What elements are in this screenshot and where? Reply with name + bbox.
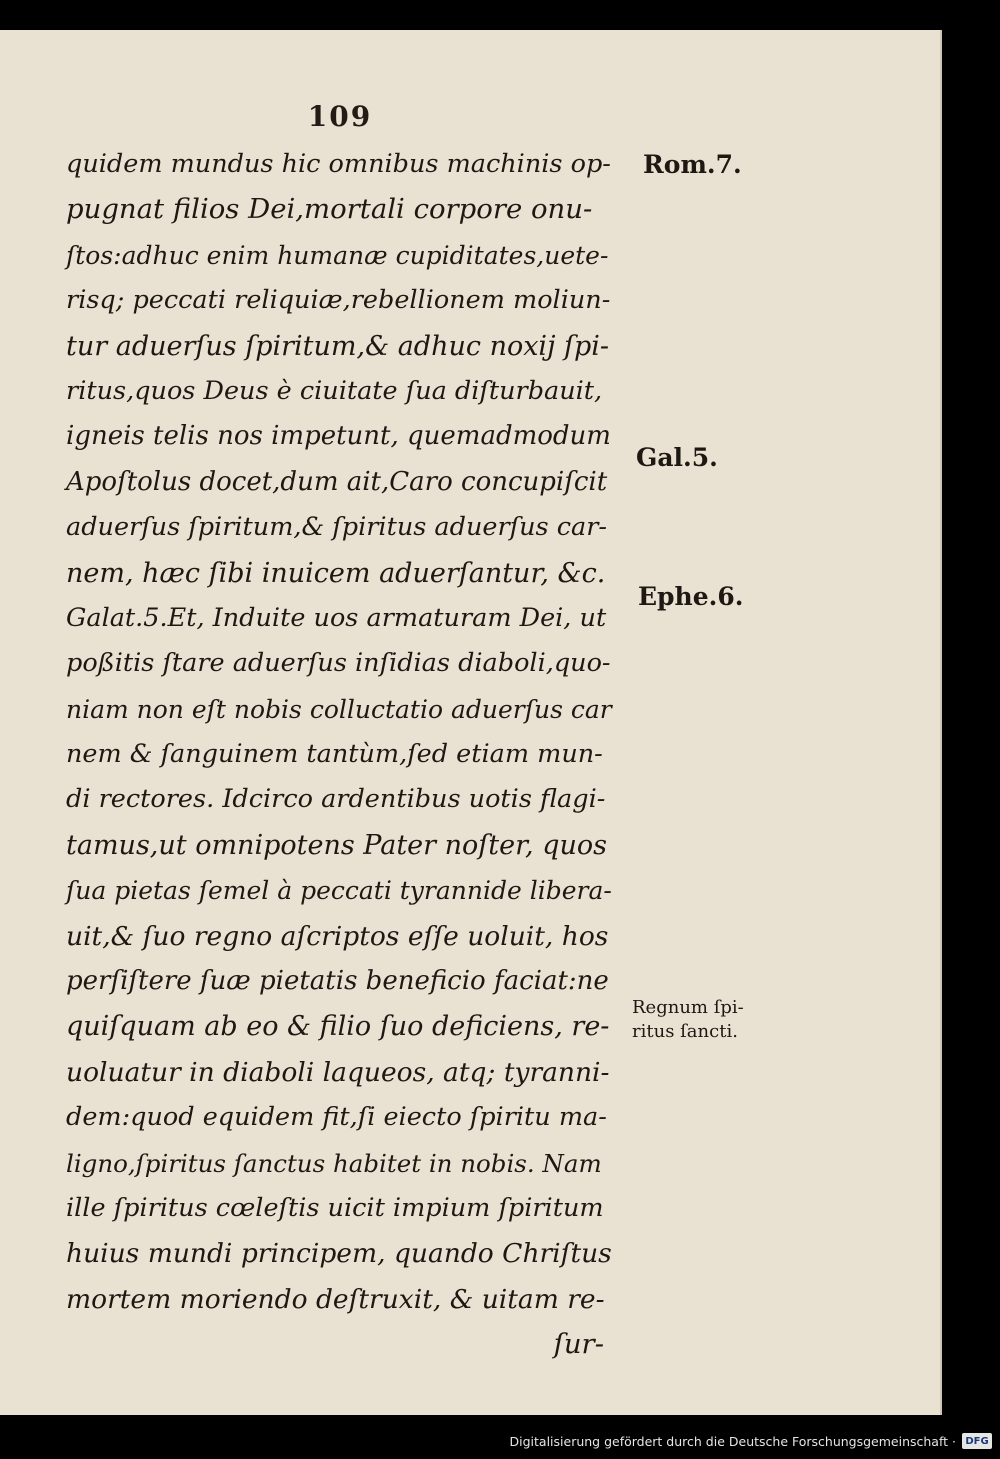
text-line: tur aduerſus ſpiritum,& adhuc noxij ſpi- bbox=[66, 330, 610, 362]
text-line: quiſquam ab eo & filio ſuo deficiens, re- bbox=[66, 1011, 610, 1043]
dfg-logo-icon: DFG bbox=[962, 1433, 992, 1449]
text-line: uit,& ſuo regno aſcriptos eſſe uoluit, hos bbox=[66, 920, 609, 952]
text-line: ſua pietas ſemel à peccati tyrannide libera- bbox=[66, 876, 612, 906]
text-line: pugnat filios Dei,mortali corpore onu- bbox=[66, 193, 593, 226]
text-line: ſur- bbox=[553, 1328, 604, 1361]
text-line: aduerſus ſpiritum,& ſpiritus aduerſus car- bbox=[66, 512, 608, 543]
margin-note-regnum-line1: Regnum ſpi- bbox=[632, 997, 744, 1018]
text-line: dem:quod equidem fit,ſi eiecto ſpiritu ma- bbox=[66, 1102, 607, 1133]
text-line: huius mundi principem, quando Chriſtus bbox=[66, 1238, 612, 1270]
footer-credit bbox=[510, 1429, 1000, 1453]
text-line: ritus,quos Deus è ciuitate ſua diſturbauit, bbox=[66, 375, 603, 406]
body-text bbox=[66, 142, 612, 1368]
text-line: niam non eſt nobis colluctatio aduerſus car bbox=[66, 694, 612, 724]
margin-note-regnum bbox=[632, 996, 802, 1044]
text-line: mortem moriendo deſtruxit, & uitam re- bbox=[66, 1283, 605, 1315]
text-line: nem & ſanguinem tantùm,ſed etiam mun- bbox=[66, 739, 603, 770]
text-line: di rectores. Idcirco ardentibus uotis flagi- bbox=[66, 784, 606, 815]
footer-credit-text: Digitalisierung gefördert durch die Deutsche Forschungsgemeinschaft · bbox=[509, 1433, 956, 1449]
text-line: ſtos:adhuc enim humanæ cupiditates,uete- bbox=[66, 240, 609, 270]
text-line: ligno,ſpiritus ſanctus habitet in nobis. Nam bbox=[66, 1148, 602, 1178]
text-line: poßitis ſtare aduerſus inſidias diaboli,quo- bbox=[66, 648, 611, 679]
text-line: Galat.5.Et, Induite uos armaturam Dei, ut bbox=[66, 602, 607, 633]
text-line: perſiſtere ſuæ pietatis beneficio faciat:ne bbox=[66, 966, 609, 997]
text-line: tamus,ut omnipotens Pater noſter, quos bbox=[66, 829, 608, 861]
margin-note-rom: Rom.7. bbox=[643, 150, 742, 179]
page-number: 109 bbox=[307, 100, 373, 133]
text-line: Apoſtolus docet,dum ait,Caro concupiſcit bbox=[66, 466, 608, 497]
text-line: risq; peccati reliquiæ,rebellionem moliun- bbox=[66, 285, 611, 316]
margin-note-gal: Gal.5. bbox=[636, 443, 718, 472]
text-line: ille ſpiritus cœleſtis uicit impium ſpiritum bbox=[66, 1192, 604, 1223]
text-line: nem, hæc ſibi inuicem aduerſantur, &c. bbox=[66, 557, 606, 589]
text-line: igneis telis nos impetunt, quemadmodum bbox=[66, 421, 611, 452]
text-line: uoluatur in diaboli laqueos, atq; tyranni- bbox=[66, 1056, 610, 1088]
margin-note-regnum-line2: ritus ſancti. bbox=[632, 1021, 738, 1042]
margin-note-ephe: Ephe.6. bbox=[638, 582, 744, 611]
text-line: quidem mundus hic omnibus machinis op- bbox=[66, 149, 611, 179]
